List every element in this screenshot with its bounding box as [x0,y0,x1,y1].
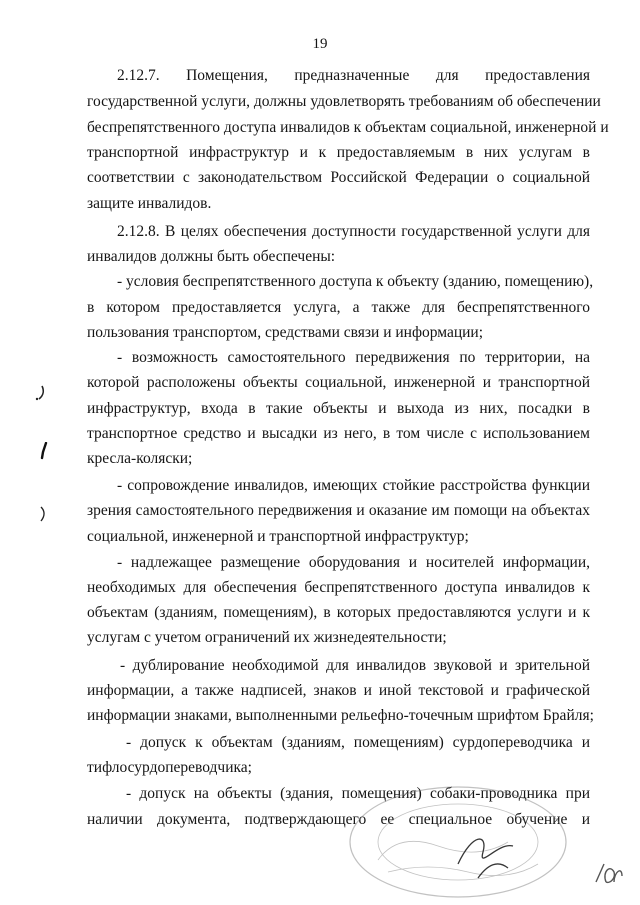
text-line: соответствии с законодательством Российской Федерации о социальной [87,169,590,186]
text-line: - условия беспрепятственного доступа к объекту (зданию, помещению), [117,273,594,290]
margin-mark [38,505,48,523]
stamp-seal [338,772,568,902]
text-line: услугам с учетом ограничений их жизнедеятельности; [87,629,447,646]
text-line: защите инвалидов. [87,195,212,212]
text-line: - сопровождение инвалидов, имеющих стойкие расстройства функции [117,477,590,494]
text-line: - возможность самостоятельного передвижения по территории, на [117,349,590,366]
text-line: социальной, инженерной и транспортной инфраструктур; [87,528,469,545]
text-line: - дублирование необходимой для инвалидов звуковой и зрительной [120,657,590,674]
text-line: необходимых для обеспечения беспрепятственного доступа инвалидов к [87,579,590,596]
margin-mark [38,442,50,460]
text-line: беспрепятственного доступа инвалидов к объектам социальной, инженерной и [87,119,609,136]
text-line: кресла-коляски; [87,450,193,467]
text-line: информации, а также надписей, знаков и иной текстовой и графической [87,682,590,699]
text-line: информации знаками, выполненными рельефно-точечным шрифтом Брайля; [87,707,594,724]
page-number: 19 [312,36,328,52]
text-line: - надлежащее размещение оборудования и носителей информации, [117,554,590,571]
text-line: пользования транспортом, средствами связи и информации; [87,324,484,341]
text-line: транспортной инфраструктур и к предоставляемым в них услугам в [87,144,590,161]
margin-mark [34,384,48,402]
text-line: тифлосурдопереводчика; [87,759,252,776]
text-line: зрения самостоятельного передвижения и оказание им помощи на объектах [87,502,590,519]
text-line: инвалидов должны быть обеспечены: [87,248,336,265]
text-line: инфраструктур, входа в такие объекты и выхода из них, посадки в [87,400,590,417]
text-line: - допуск к объектам (зданиям, помещениям) сурдопереводчика и [126,734,590,751]
text-line: 2.12.7. Помещения, предназначенные для предоставления [117,67,590,84]
text-line: 2.12.8. В целях обеспечения доступности государственной услуги для [117,223,590,240]
text-line: объектам (зданиям, помещениям), в которых предоставляются услуги и к [87,604,590,621]
text-line: - допуск на объекты (здания, помещения) собаки-проводника при [126,785,590,802]
text-line: наличии документа, подтверждающего ее специальное обучение и [87,811,590,828]
text-line: транспортное средство и высадки из него, в том числе с использованием [87,425,590,442]
corner-annotation-mark [592,858,626,888]
text-line: в котором предоставляется услуга, а также для беспрепятственного [87,299,590,316]
text-line: государственной услуги, должны удовлетворять требованиям об обеспечении [87,93,601,110]
text-line: которой расположены объекты социальной, инженерной и транспортной [87,374,590,391]
